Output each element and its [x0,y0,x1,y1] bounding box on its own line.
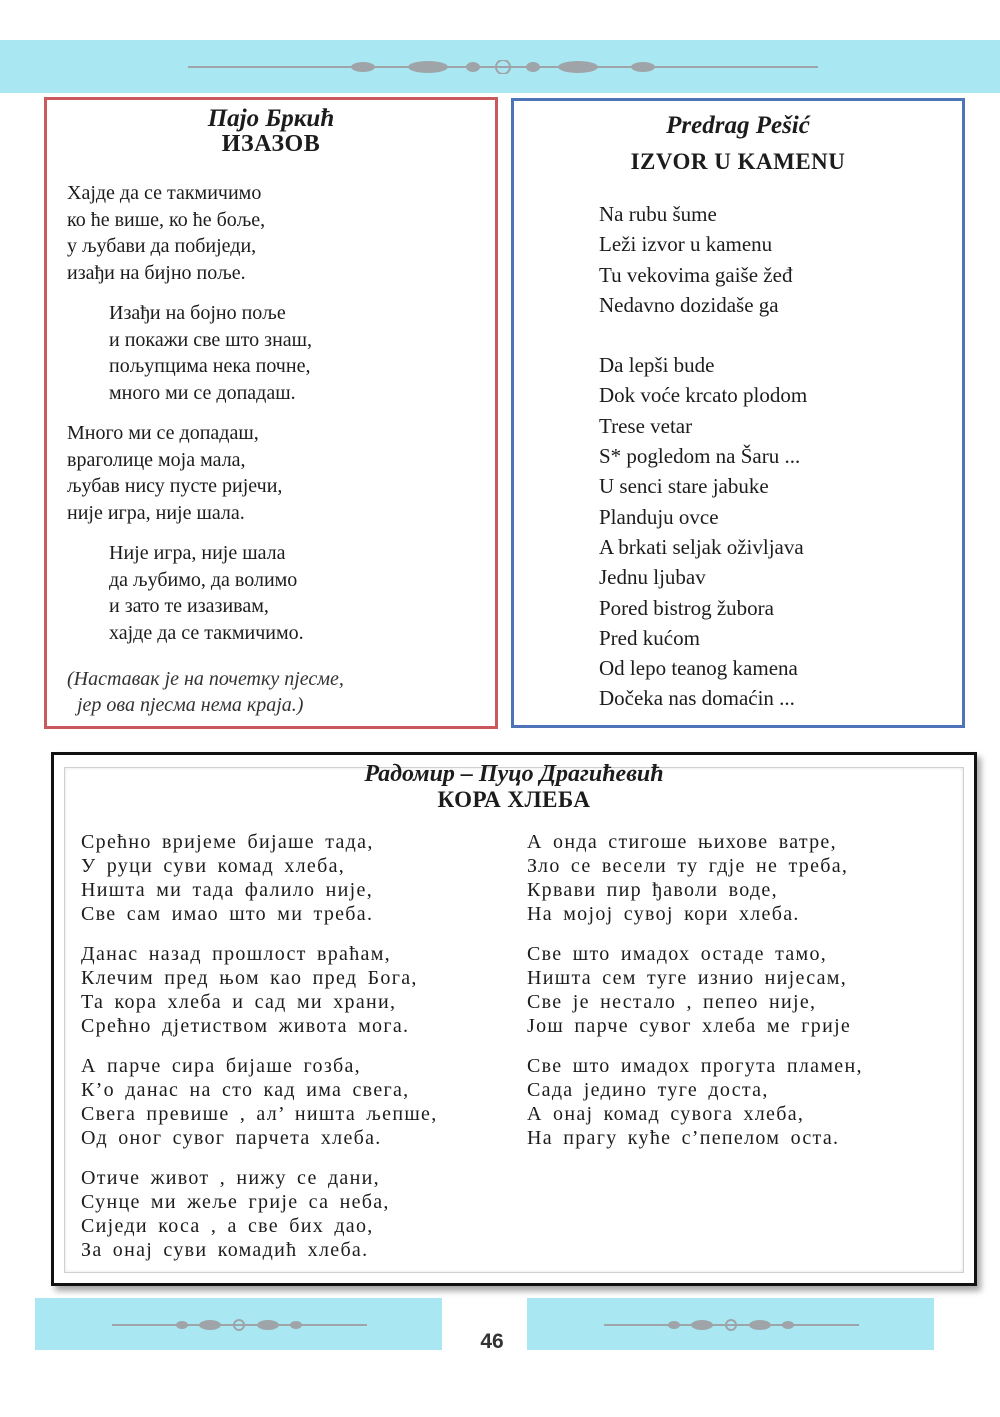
verse-line: У руци суви комад хлеба, [81,855,346,877]
verse-line: Срећно вријеме бијаше тада, [81,831,374,853]
poem-box-izvor-u-kamenu [511,98,965,728]
bottom-right-ornament-icon [604,1318,859,1332]
stanza [81,942,438,1038]
verse-line: Срећно дјетиством живота мога. [81,1015,410,1037]
verse-line: А парче сира бијаше гозба, [81,1055,361,1077]
verse-line: Trese vetar [599,413,693,438]
verse-line: Jednu ljubav [599,565,706,590]
verse-line: у љубави да побиједи, [67,235,257,257]
verse-line: ко ће више, ко ће боље, [67,208,266,231]
verse-line: Од оног сувог парчета хлеба. [81,1127,382,1149]
verse-line: Изађи на бојно поље [109,302,286,324]
verse-line: изађи на бијно поље. [67,261,246,284]
verse-line: Pored bistrog žubora [599,595,774,620]
verse-line: Отиче живот , нижу се дани, [81,1167,380,1189]
verse-line: Све је нестало , пепео није, [527,991,817,1013]
bottom-left-ornament-icon [112,1318,367,1332]
verse-line: Све што имадох прогута пламен, [527,1055,863,1077]
verse-line: Dočeka nas domaćin ... [599,686,795,711]
verse-line: Сунце ми жеље грије са неба, [81,1191,390,1213]
verse-line: Ништа ми тада фалило није, [81,879,373,901]
stanza [527,942,863,1038]
stanza [81,830,438,926]
poem-body [599,199,807,744]
verse-line: Није игра, није шала [109,542,286,564]
verse-line: пољупцима нека почне, [109,355,311,377]
stanza [109,540,312,646]
verse-line: хајде да се такмичимо. [109,621,304,644]
verse-line: Ништа сем туге изнио нијесам, [527,967,848,989]
verse-line: много ми се допадаш. [109,381,296,404]
verse-line: К’о данас на сто кад има свега, [81,1079,410,1101]
verse-line: За онај суви комадић хлеба. [81,1239,369,1261]
note-line: (Наставак је на почетку пјесме, [67,668,344,690]
verse-line: Клечим пред њом као пред Бога, [81,967,418,989]
verse-line: Od lepo teanog kamena [599,656,798,681]
verse-line: Много ми се допадаш, [67,422,259,444]
verse-line: Leži izvor u kamenu [599,232,773,257]
verse-line: Свега превише , ал’ ништа љепше, [81,1103,438,1125]
verse-line: да љубимо, да волимо [109,568,298,591]
verse-line: А онда стигоше њихове ватре, [527,831,837,853]
poem-author: Predrag Pešić [666,112,810,139]
stanza [599,199,807,320]
verse-line: није игра, није шала. [67,501,245,524]
verse-line: Све што имадох остаде тамо, [527,943,828,965]
verse-line: А онај комад сувога хлеба, [527,1103,805,1125]
verse-line: Хајде да се такмичимо [67,182,262,204]
stanza [109,300,312,406]
top-ornament-icon [188,60,818,74]
verse-line: Сада једино туге доста, [527,1079,769,1101]
verse-line: На прагу куће с’пепелом оста. [527,1127,840,1149]
page-number: 46 [480,1330,504,1353]
poem-title: КОРА ХЛЕБА [437,787,591,812]
poem-author: Пајо Бркић [207,105,335,132]
stanza [599,350,807,714]
poem-title: ИЗАЗОВ [221,131,321,157]
stanza [527,830,863,926]
verse-line: Још парче сувог хлеба ме грије [527,1015,852,1037]
verse-line: Planduju ovce [599,504,719,529]
verse-line: Та кора хлеба и сад ми храни, [81,991,397,1013]
verse-line: S* pogledom na Šaru ... [599,444,801,469]
stanza [81,1166,438,1262]
verse-line: Сиједи коса , а све бих дао, [81,1215,374,1237]
verse-line: Tu vekovima gaiše žeđ [599,262,793,287]
stanza [81,1054,438,1150]
verse-line: и покажи све што знаш, [109,328,313,351]
verse-line: враголице моја мала, [67,448,246,471]
verse-line: Pred kućom [599,625,700,650]
verse-line: Крвави пир ђаволи воде, [527,879,778,901]
verse-line: U senci stare jabuke [599,474,769,499]
verse-line: и зато те изазивам, [109,595,269,617]
continuation-note [67,666,344,718]
note-line: јер ова пјесма нема краја.) [77,694,304,716]
poem-body [67,180,312,660]
verse-line: Данас назад прошлост враћам, [81,943,391,965]
verse-line: Зло се весели ту гдје не треба, [527,855,849,877]
poem-author: Радомир – Пуцо Драгићевић [364,761,664,787]
verse-line: A brkati seljak oživljava [599,534,804,559]
stanza [527,1054,863,1150]
verse-line: Све сам имао што ми треба. [81,903,374,925]
poem-title: IZVOR U KAMENU [630,149,846,174]
stanza [67,180,312,286]
verse-line: Na rubu šume [599,202,717,226]
poem-box-kora-hleba [51,752,977,1286]
verse-line: Dok voće krcato plodom [599,383,808,408]
stanza [67,420,312,526]
poem-column-right [527,830,863,1166]
poem-column-left [81,830,438,1278]
poem-box-izazov [44,97,498,729]
verse-line: Da lepši bude [599,353,715,378]
verse-line: љубав нису пусте ријечи, [67,475,283,497]
verse-line: На мојој сувој кори хлеба. [527,903,800,925]
verse-line: Nedavno dozidaše ga [599,292,779,317]
